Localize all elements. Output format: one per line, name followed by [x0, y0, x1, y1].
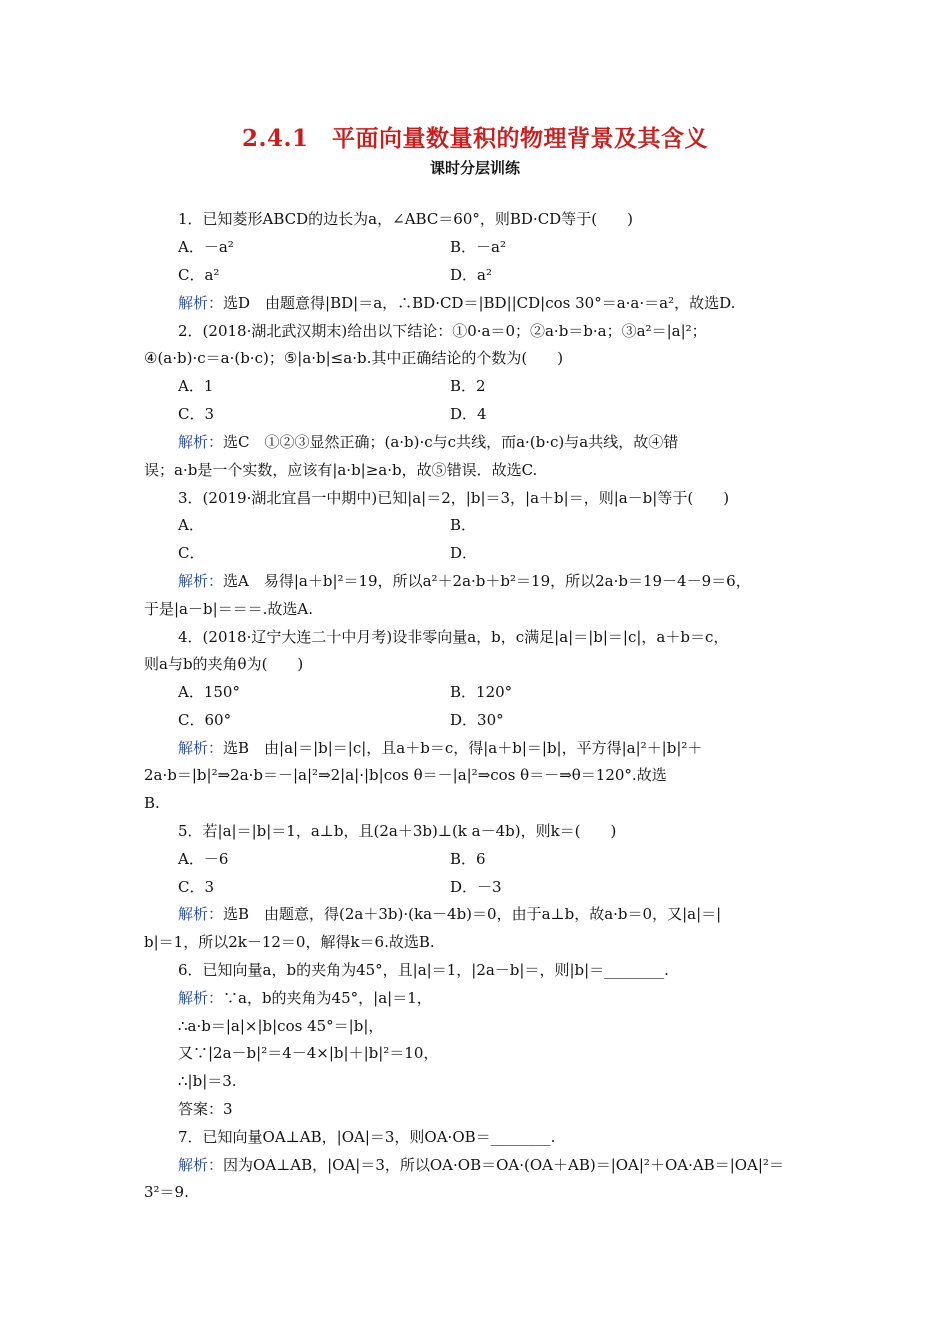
- page-title: 2.4.1 平面向量数量积的物理背景及其含义: [241, 125, 709, 152]
- solution-label: 解析：: [178, 905, 224, 923]
- solution-label: 解析：: [178, 433, 224, 451]
- solution-label: 解析：: [178, 294, 224, 312]
- question-7: 7．已知向量OA⊥AB，|OA|＝3，则OA·OB＝________.: [178, 1128, 556, 1146]
- question-5: 5．若|a|＝|b|＝1，a⊥b，且(2a＋3b)⊥(k a－4b)，则k＝( ): [178, 822, 617, 840]
- solution-4-cont2: B.: [144, 794, 160, 812]
- question-6: 6．已知向量a，b的夹角为45°，且|a|＝1，|2a－b|＝，则|b|＝________.: [178, 961, 669, 979]
- solution-2: [178, 432, 678, 452]
- solution-text: 选A 易得|a＋b|²＝19，所以a²＋2a·b＋b²＝19，所以2a·b＝19－4－9＝6，: [223, 572, 751, 590]
- solution-4-cont: 2a·b＝|b|²⇒2a·b＝－|a|²⇒2|a|·|b|cos θ＝－|a|²⇒cos θ＝－⇒θ＝120°.故选: [144, 766, 667, 784]
- question-2: 2．(2018·湖北武汉期末)给出以下结论：①0·a＝0；②a·b＝b·a；③a²＝|a|²；: [178, 322, 707, 340]
- solution-2-cont: 误；a·b是一个实数，应该有|a·b|≥a·b，故⑤错误．故选C.: [144, 461, 538, 479]
- question-4: 4．(2018·辽宁大连二十中月考)设非零向量a，b，c满足|a|＝|b|＝|c|，a＋b＝c，: [178, 628, 729, 646]
- solution-text: ∵a，b的夹角为45°，|a|＝1，: [223, 989, 432, 1007]
- option-q3-b: B．: [450, 516, 477, 534]
- option-q5-b: B．6: [450, 850, 486, 868]
- option-q3-c: C．: [178, 544, 205, 562]
- solution-text: 选D 由题意得|BD|＝a，∴BD·CD＝|BD||CD|cos 30°＝a·a·＝a²，故选D.: [223, 294, 736, 312]
- option-q2-c: C．3: [178, 405, 215, 423]
- solution-3-cont: 于是|a－b|＝＝＝.故选A.: [144, 600, 314, 618]
- solution-text: 选C ①②③显然正确；(a·b)·c与c共线，而a·(b·c)与a共线，故④错: [223, 433, 679, 451]
- solution-7-cont: 3²＝9.: [144, 1183, 189, 1201]
- solution-5: [178, 904, 721, 924]
- option-q5-d: D．－3: [450, 878, 502, 896]
- answer-6: 答案：3: [178, 1100, 233, 1118]
- solution-text: 选B 由|a|＝|b|＝|c|，且a＋b＝c，得|a＋b|＝|b|，平方得|a|²＋|b|²＋: [223, 739, 703, 757]
- solution-text: 选B 由题意，得(2a＋3b)·(ka－4b)＝0，由于a⊥b，故a·b＝0，又|a|＝|: [223, 905, 722, 923]
- solution-text: 因为OA⊥AB，|OA|＝3，所以OA·OB＝OA·(OA＋AB)＝|OA|²＋OA·AB＝|OA|²＝: [223, 1156, 784, 1174]
- solution-4: [178, 738, 702, 758]
- option-q1-c: C．a²: [178, 266, 220, 284]
- solution-label: 解析：: [178, 1156, 224, 1174]
- page-subtitle: 课时分层训练: [429, 159, 520, 177]
- solution-6-step-3: 又∵|2a－b|²＝4－4×|b|＋|b|²＝10，: [178, 1044, 439, 1062]
- solution-3: [178, 571, 751, 591]
- option-q4-b: B．120°: [450, 683, 513, 701]
- option-q1-d: D．a²: [450, 266, 492, 284]
- option-q5-c: C．3: [178, 878, 215, 896]
- option-q2-a: A．1: [178, 377, 214, 395]
- solution-6: [178, 988, 432, 1008]
- option-q3-d: D．: [450, 544, 478, 562]
- solution-5-cont: b|＝1，所以2k－12＝0，解得k＝6.故选B.: [144, 933, 435, 951]
- question-4-cont: 则a与b的夹角θ为( ): [144, 655, 304, 673]
- question-3: 3．(2019·湖北宜昌一中期中)已知|a|＝2，|b|＝3，|a＋b|＝，则|a－b|等于( ): [178, 489, 730, 507]
- option-q2-d: D．4: [450, 405, 487, 423]
- solution-label: 解析：: [178, 739, 224, 757]
- solution-6-step-2: ∴a·b＝|a|×|b|cos 45°＝|b|，: [178, 1017, 384, 1035]
- solution-7: [178, 1155, 784, 1175]
- option-q4-a: A．150°: [178, 683, 240, 701]
- solution-6-step-4: ∴|b|＝3.: [178, 1072, 237, 1090]
- option-q2-b: B．2: [450, 377, 486, 395]
- option-q4-d: D．30°: [450, 711, 504, 729]
- option-q1-a: A．－a²: [178, 238, 234, 256]
- solution-label: 解析：: [178, 572, 224, 590]
- option-q1-b: B．－a²: [450, 238, 506, 256]
- question-1: 1．已知菱形ABCD的边长为a，∠ABC＝60°，则BD·CD等于( ): [178, 210, 633, 228]
- option-q4-c: C．60°: [178, 711, 232, 729]
- solution-1: [178, 293, 735, 313]
- question-2-cont: ④(a·b)·c＝a·(b·c)；⑤|a·b|≤a·b.其中正确结论的个数为( ): [144, 349, 564, 367]
- solution-label: 解析：: [178, 989, 224, 1007]
- option-q3-a: A．: [178, 516, 204, 534]
- option-q5-a: A．－6: [178, 850, 229, 868]
